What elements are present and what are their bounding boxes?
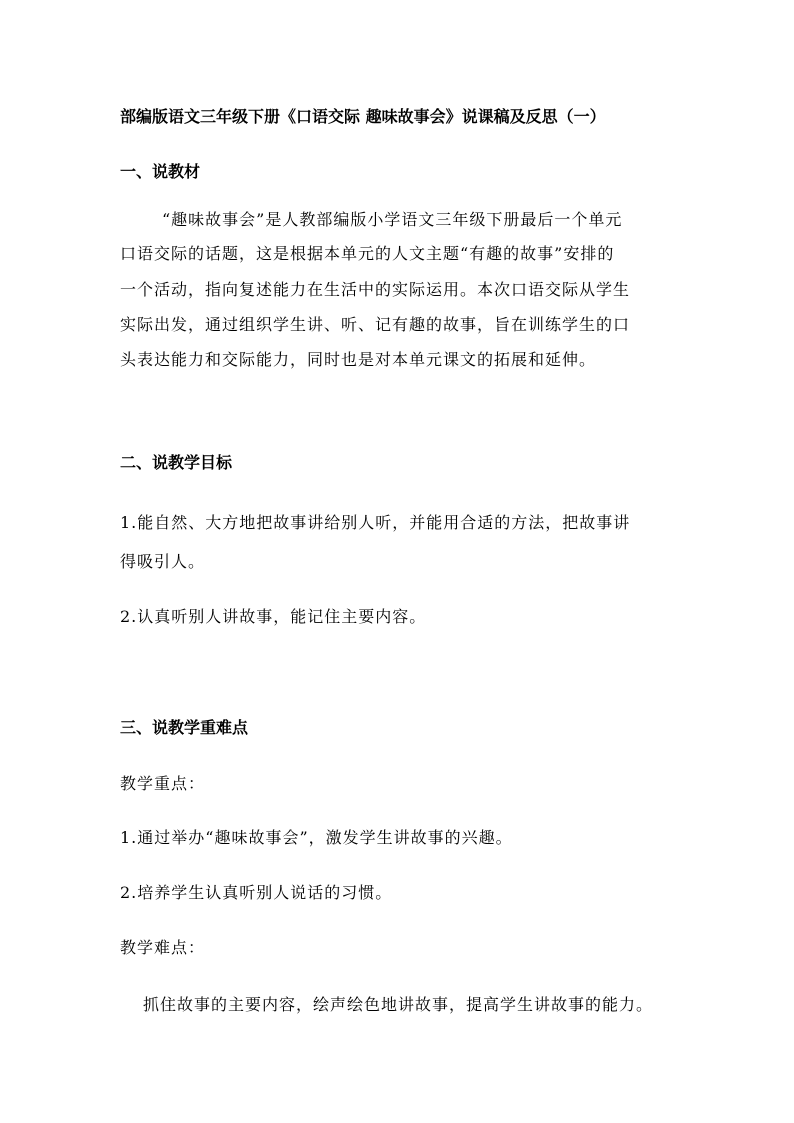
document-title: 部编版语文三年级下册《口语交际 趣味故事会》说课稿及反思（一）	[120, 107, 606, 126]
key-points-label: 教学重点：	[120, 774, 206, 793]
difficulty-label: 教学难点：	[120, 938, 206, 957]
key-point-item: 1.通过举办“趣味故事会”，激发学生讲故事的兴趣。	[120, 828, 513, 847]
goal-line: 2.认真听别人讲故事，能记住主要内容。	[120, 607, 427, 626]
key-point-item: 2.培养学生认真听别人说话的习惯。	[120, 883, 393, 902]
section-heading-key-difficult-points: 三、说教学重难点	[120, 718, 249, 737]
paragraph-line: 头表达能力和交际能力，同时也是对本单元课文的拓展和延伸。	[120, 350, 597, 369]
section-heading-textbook: 一、说教材	[120, 162, 201, 181]
paragraph-line: 一个活动，指向复述能力在生活中的实际运用。本次口语交际从学生	[120, 280, 631, 299]
paragraph-line: 口语交际的话题，这是根据本单元的人文主题“有趣的故事”安排的	[120, 244, 615, 263]
paragraph-line: 实际出发，通过组织学生讲、听、记有趣的故事，旨在训练学生的口	[120, 315, 631, 334]
goal-line: 得吸引人。	[120, 552, 206, 571]
paragraph-line: “趣味故事会”是人教部编版小学语文三年级下册最后一个单元	[162, 210, 623, 229]
difficulty-text: 抓住故事的主要内容，绘声绘色地讲故事，提高学生讲故事的能力。	[143, 995, 654, 1014]
goal-line: 1.能自然、大方地把故事讲给别人听，并能用合适的方法，把故事讲	[120, 513, 631, 532]
section-heading-goals: 二、说教学目标	[120, 453, 233, 472]
